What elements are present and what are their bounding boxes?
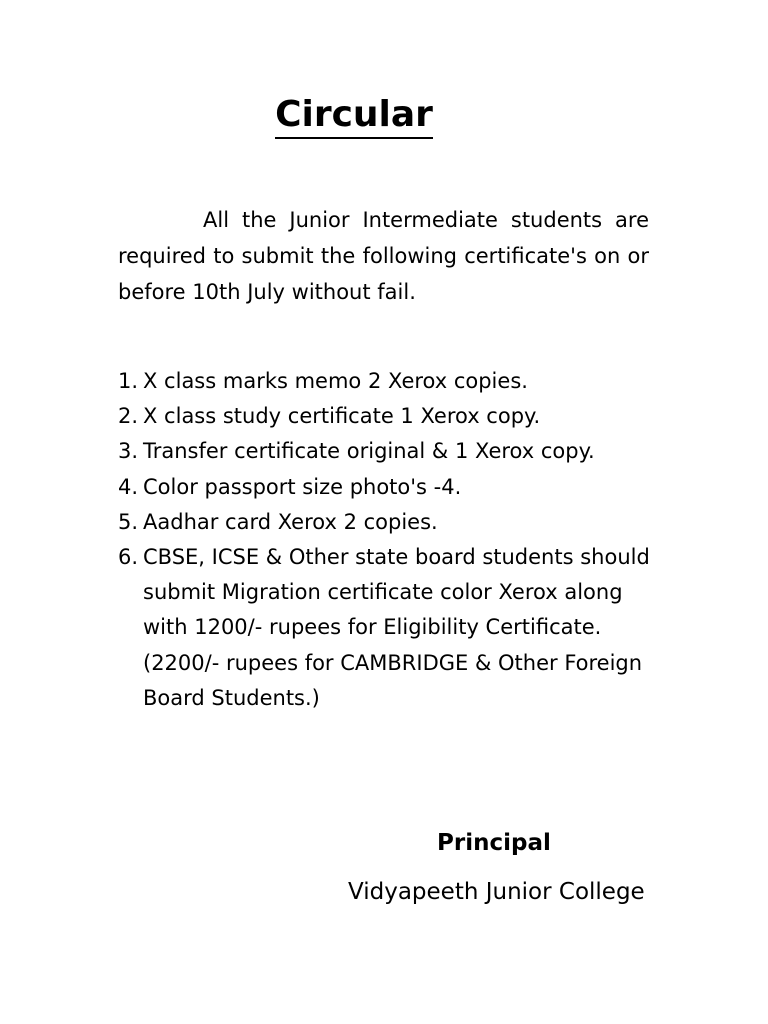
list-item-number: 3. <box>118 439 139 464</box>
list-item-number: 2. <box>118 404 139 429</box>
intro-paragraph: All the Junior Intermediate students are required to submit the following certificate's on or before 10th July without fail. <box>118 208 649 304</box>
list-item <box>118 470 658 505</box>
document-title: Circular <box>275 93 433 139</box>
signature-institution: Vidyapeeth Junior College <box>348 879 645 905</box>
list-item-number: 5. <box>118 509 139 534</box>
list-item-text: Transfer certificate original & 1 Xerox copy. <box>143 439 595 464</box>
list-item <box>118 505 658 540</box>
document-title-wrapper <box>0 92 708 139</box>
requirements-list <box>118 364 658 716</box>
list-item-text: X class study certificate 1 Xerox copy. <box>143 404 541 429</box>
list-item <box>118 540 658 716</box>
list-item <box>118 434 658 469</box>
signature-designation: Principal <box>437 830 551 856</box>
list-item-text: CBSE, ICSE & Other state board students should submit Migration certificate color Xerox along with 1200/- rupees for Eligibility Certificate. (2200/- rupees for CAMBRIDGE & Other Foreign Board Students.) <box>143 545 650 710</box>
list-item-text: Color passport size photo's -4. <box>143 474 462 499</box>
list-item <box>118 364 658 399</box>
list-item-number: 6. <box>118 545 139 570</box>
list-item <box>118 399 658 434</box>
list-item-text: Aadhar card Xerox 2 copies. <box>143 509 438 534</box>
list-item-number: 4. <box>118 474 139 499</box>
list-item-text: X class marks memo 2 Xerox copies. <box>143 369 528 393</box>
list-item-number: 1. <box>118 369 139 393</box>
